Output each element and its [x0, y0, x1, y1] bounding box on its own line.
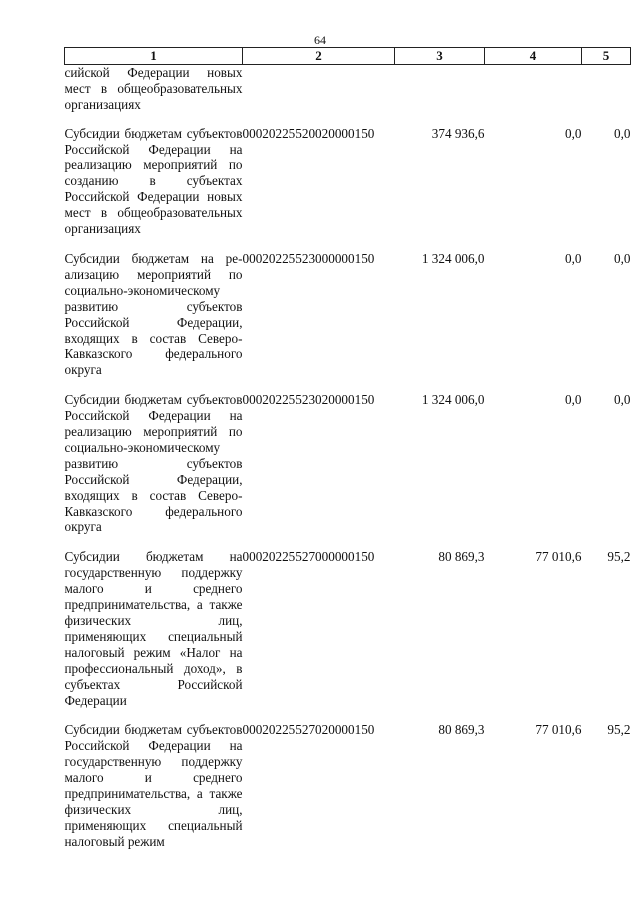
row-code: 00020225523000000150 [242, 250, 375, 266]
row-code: 00020225527020000150 [242, 722, 375, 738]
row-description: Субсидии бюджетам субъектов Российской Федерации на государственную поддержку малого и среднего предпринимательства, а также физических лиц, применяющих специальный налоговый режим [64, 722, 243, 849]
row-value-col3: 374 936,6 [431, 125, 485, 141]
table-header-row [65, 48, 631, 65]
row-code [243, 64, 395, 125]
row-value-col4: 0,0 [565, 125, 582, 141]
table-row [65, 549, 631, 722]
row-value-col5: 95,2 [607, 722, 631, 738]
table-row [65, 251, 631, 392]
row-value-col3: 1 324 006,0 [421, 250, 485, 266]
column-header-4: 4 [485, 48, 582, 65]
column-header-5: 5 [582, 48, 631, 65]
row-value-col4: 77 010,6 [535, 722, 582, 738]
row-value-col5: 95,2 [607, 549, 631, 565]
row-value-col3: 80 869,3 [438, 722, 485, 738]
row-value-col3: 80 869,3 [438, 549, 485, 565]
row-value-col5 [582, 64, 631, 125]
row-value-col5: 0,0 [614, 125, 631, 141]
row-description: Субсидии бюджетам на государственную поддержку малого и среднего предпринимательства, а также физических лиц, применяющих специальный налоговый режим «Налог на профессиональный доход», в субъектах Российской Федерации [64, 549, 243, 708]
column-header-3: 3 [395, 48, 485, 65]
row-description: сийской Федерации новых мест в общеобразовательных организациях [64, 64, 243, 112]
table-row [65, 722, 631, 863]
column-header-1: 1 [65, 48, 243, 65]
row-value-col4: 0,0 [565, 250, 582, 266]
row-code: 00020225520020000150 [242, 125, 375, 141]
column-header-2: 2 [243, 48, 395, 65]
row-value-col4 [485, 64, 582, 125]
row-value-col3: 1 324 006,0 [421, 392, 485, 408]
row-value-col3 [395, 64, 485, 125]
row-code: 00020225527000000150 [242, 549, 375, 565]
row-description: Субсидии бюджетам на реализацию мероприятий по социально-экономическому развитию субъектов Российской Федерации, входящих в состав Северо-Кавказского федерального округа [64, 250, 243, 378]
row-value-col5: 0,0 [614, 392, 631, 408]
row-value-col4: 77 010,6 [535, 549, 582, 565]
table-row [65, 392, 631, 549]
row-description: Субсидии бюджетам субъектов Российской Федерации на реализацию мероприятий по социально-экономическому развитию субъектов Российской Федерации, входящих в состав Северо-Кавказского федерального округа [64, 392, 243, 535]
table-row [65, 126, 631, 251]
row-value-col5: 0,0 [614, 250, 631, 266]
table-row [65, 64, 631, 125]
row-value-col4: 0,0 [565, 392, 582, 408]
page-number: 64 [314, 33, 326, 47]
row-description: Субсидии бюджетам субъектов Российской Федерации на реализацию мероприятий по созданию в субъектах Российской Федерации новых мест в общеобразовательных организациях [64, 125, 243, 237]
budget-table [64, 47, 631, 864]
row-code: 00020225523020000150 [242, 392, 375, 408]
